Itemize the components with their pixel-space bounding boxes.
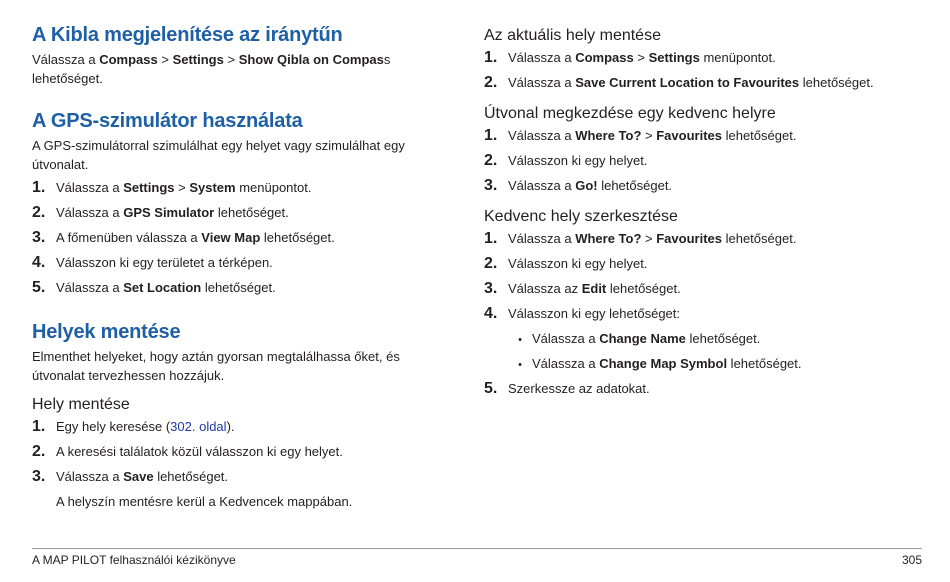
list-item: 3. Válassza a Save lehetőséget. <box>32 468 229 485</box>
save-steps <box>32 417 442 492</box>
footer-manual-title: A MAP PILOT felhasználói kézikönyve <box>32 553 236 567</box>
list-item: 1. Válassza a Settings > System menüpontot. <box>32 179 312 196</box>
edit-final-step <box>484 379 924 404</box>
list-item: • Válassza a Change Map Symbol lehetőséget. <box>508 354 924 379</box>
list-item: 3. Válassza a Go! lehetőséget. <box>484 177 673 194</box>
subsection-title-route-favourite: Útvonal megkezdése egy kedvenc helyre <box>484 105 776 122</box>
gps-steps <box>32 178 442 303</box>
subsection-title-edit-favourite: Kedvenc hely szerkesztése <box>484 208 678 225</box>
list-item: 5. Válassza a Set Location lehetőséget. <box>32 279 276 296</box>
save-current-steps <box>484 48 924 98</box>
list-item: 1. Válassza a Compass > Settings menüpontot. <box>484 49 776 66</box>
section-title-save-places: Helyek mentése <box>32 321 181 343</box>
list-item: 1. Válassza a Where To? > Favourites lehetőséget. <box>484 230 797 247</box>
list-item: 4. Válasszon ki egy lehetőséget: <box>484 305 680 322</box>
save-note: A helyszín mentésre kerül a Kedvencek mappában. <box>56 494 353 509</box>
section-title-gps-simulator: A GPS-szimulátor használata <box>32 110 303 132</box>
right-column <box>484 22 924 404</box>
list-item: 1. Válassza a Where To? > Favourites lehetőséget. <box>484 127 797 144</box>
footer-page-number: 305 <box>901 553 922 567</box>
list-item: 3. Válassza az Edit lehetőséget. <box>484 280 681 297</box>
route-favourite-steps <box>484 126 924 201</box>
footer-divider <box>32 548 922 549</box>
subsection-title-save-current: Az aktuális hely mentése <box>484 27 661 44</box>
list-item: 4. Válasszon ki egy területet a térképen. <box>32 254 273 271</box>
save-intro: Elmenthet helyeket, hogy aztán gyorsan megtalálhassa őket, és útvonalat tervezhessen hozzájuk. <box>32 349 400 383</box>
list-item: 2. A keresési találatok közül válasszon ki egy helyet. <box>32 443 343 460</box>
left-column <box>32 22 442 511</box>
page-link[interactable]: 302. oldal <box>170 419 227 434</box>
list-item: 1. Egy hely keresése (302. oldal). <box>32 418 235 435</box>
bullet-icon: • <box>518 334 522 346</box>
list-item: 2. Válasszon ki egy helyet. <box>484 255 648 272</box>
subsection-title-save-place: Hely mentése <box>32 396 130 413</box>
edit-favourite-steps <box>484 229 924 329</box>
section-title-qibla: A Kibla megjelenítése az iránytűn <box>32 24 343 46</box>
list-item: • Válassza a Change Name lehetőséget. <box>508 329 924 354</box>
qibla-paragraph: Válassza a Compass > Settings > Show Qibla on Compass lehetőséget. <box>32 52 391 86</box>
list-item: 5. Szerkessze az adatokat. <box>484 380 650 397</box>
bullet-icon: • <box>518 359 522 371</box>
list-item: 3. A főmenüben válassza a View Map lehetőséget. <box>32 229 335 246</box>
list-item: 2. Válassza a Save Current Location to Favourites lehetőséget. <box>484 74 874 91</box>
gps-intro: A GPS-szimulátorral szimulálhat egy helyet vagy szimulálhat egy útvonalat. <box>32 138 405 172</box>
list-item: 2. Válassza a GPS Simulator lehetőséget. <box>32 204 289 221</box>
edit-options <box>484 329 924 379</box>
list-item: 2. Válasszon ki egy helyet. <box>484 152 648 169</box>
